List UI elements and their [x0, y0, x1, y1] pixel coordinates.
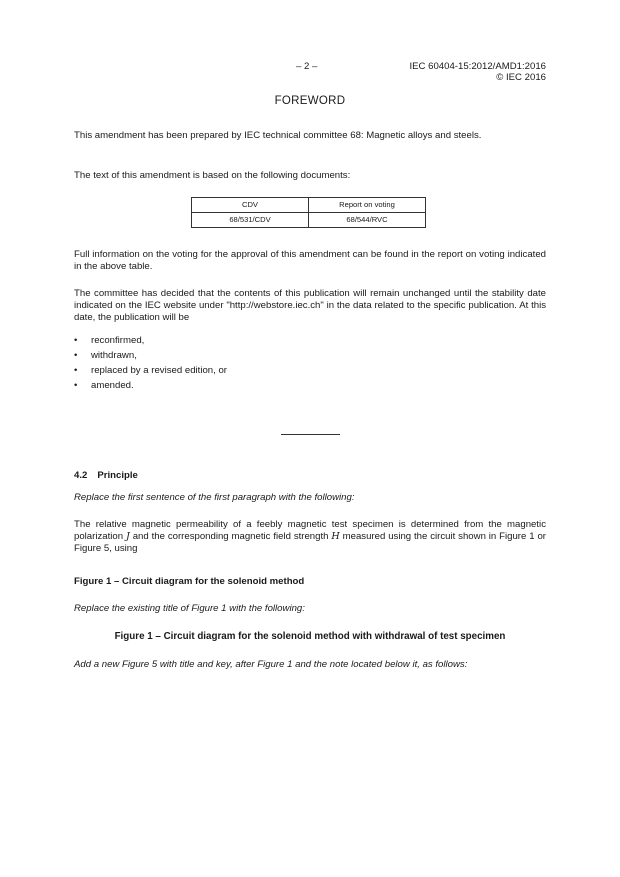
- instruction-replace-sentence: Replace the first sentence of the first paragraph with the following:: [74, 492, 355, 503]
- table-row: [192, 213, 426, 228]
- header-reference: [409, 61, 546, 83]
- list-item: • withdrawn,: [74, 350, 137, 361]
- standard-reference: IEC 60404-15:2012/AMD1:2016: [409, 61, 546, 72]
- foreword-paragraph-3: Full information on the voting for the approval of this amendment can be found in the report on voting indicated in the above table.: [74, 249, 546, 272]
- bullet-icon: •: [74, 350, 78, 361]
- section-number: 4.2: [74, 470, 88, 481]
- foreword-title: FOREWORD: [274, 95, 346, 107]
- principle-paragraph: The relative magnetic permeability of a feebly magnetic test specimen is determined from the magnetic polarization J and the corresponding magnetic field strength H measured using the circuit shown in Figure 1 or Figure 5, using: [74, 519, 546, 554]
- table-header-cell: Report on voting: [309, 198, 426, 213]
- bullet-icon: •: [74, 335, 78, 346]
- page-number: – 2 –: [296, 61, 318, 72]
- foreword-paragraph-1: This amendment has been prepared by IEC technical committee 68: Magnetic alloys and steels.: [74, 130, 482, 141]
- foreword-paragraph-2: The text of this amendment is based on the following documents:: [74, 170, 351, 181]
- bullet-icon: •: [74, 365, 78, 376]
- figure-1-heading: Figure 1 – Circuit diagram for the solenoid method: [74, 576, 305, 587]
- symbol-J: J: [125, 531, 130, 542]
- symbol-H: H: [331, 531, 340, 542]
- list-item: • replaced by a revised edition, or: [74, 365, 227, 376]
- instruction-add-figure-5: Add a new Figure 5 with title and key, after Figure 1 and the note located below it, as follows:: [74, 659, 468, 670]
- table-cell: 68/531/CDV: [192, 213, 309, 228]
- section-divider: [281, 434, 340, 435]
- copyright-notice: © IEC 2016: [496, 72, 546, 83]
- publication-status-list: [74, 333, 227, 393]
- instruction-replace-title: Replace the existing title of Figure 1 with the following:: [74, 603, 305, 614]
- voting-documents-table: [191, 197, 426, 228]
- section-title: Principle: [97, 470, 138, 481]
- figure-1-new-title: Figure 1 – Circuit diagram for the solenoid method with withdrawal of test specimen: [114, 631, 506, 642]
- table-header-row: [192, 198, 426, 213]
- section-heading: [74, 470, 138, 482]
- bullet-icon: •: [74, 380, 78, 391]
- list-item: • reconfirmed,: [74, 335, 145, 346]
- table-cell: 68/544/RVC: [309, 213, 426, 228]
- list-item: • amended.: [74, 380, 134, 391]
- table-header-cell: CDV: [192, 198, 309, 213]
- foreword-paragraph-4: The committee has decided that the contents of this publication will remain unchanged until the stability date indicated on the IEC website under "http://webstore.iec.ch" in the data related to the specific publication. At this date, the publication will be: [74, 288, 546, 323]
